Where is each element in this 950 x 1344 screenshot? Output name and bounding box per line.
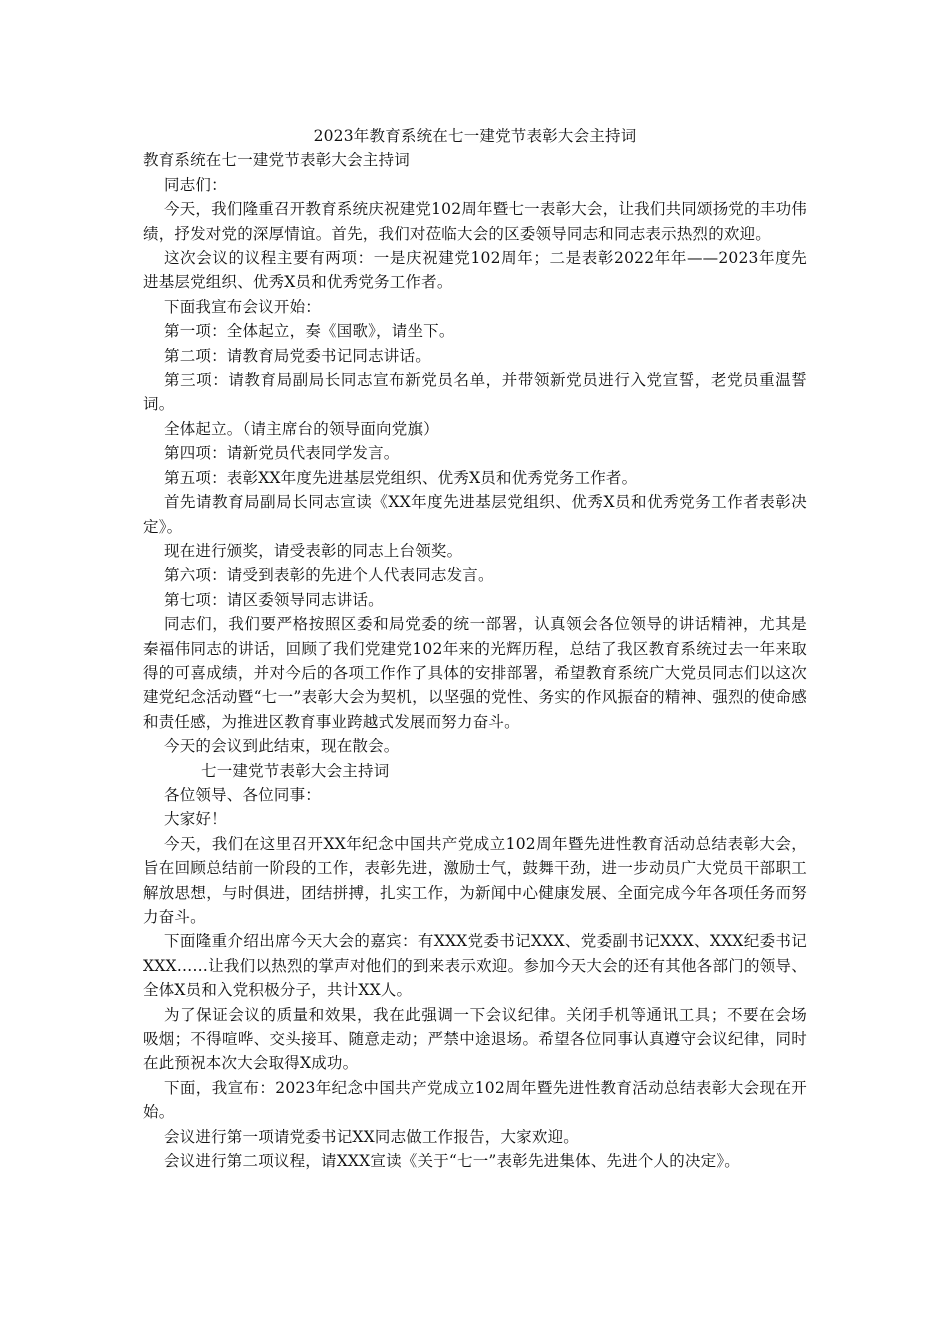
paragraph: 第二项：请教育局党委书记同志讲话。 (164, 346, 431, 365)
paragraph: 各位领导、各位同事： (164, 785, 322, 804)
paragraph-list (143, 148, 807, 1173)
paragraph: 会议进行第二项议程，请XXX宣读《关于“七一”表彰先进集体、先进个人的决定》。 (164, 1152, 741, 1171)
paragraph: 下面隆重介绍出席今天大会的嘉宾：有XXX党委书记XXX、党委副书记XXX、XXX纪委书记XXX……让我们以热烈的掌声对他们的到来表示欢迎。参加今天大会的还有其他各部门的领导、全体X员和入党积极分子，共计XX人。 (143, 932, 807, 1000)
paragraph: 下面，我宣布：2023年纪念中国共产党成立102周年暨先进性教育活动总结表彰大会现在开始。 (143, 1078, 807, 1122)
paragraph: 下面我宣布会议开始： (164, 297, 322, 316)
paragraph: 教育系统在七一建党节表彰大会主持词 (143, 151, 410, 170)
paragraph: 七一建党节表彰大会主持词 (201, 761, 390, 780)
document-body (143, 124, 807, 1173)
paragraph: 今天，我们隆重召开教育系统庆祝建党102周年暨七一表彰大会，让我们共同颂扬党的丰功伟绩，抒发对党的深厚情谊。首先，我们对莅临大会的区委领导同志和同志表示热烈的欢迎。 (143, 200, 807, 243)
paragraph: 今天的会议到此结束，现在散会。 (164, 737, 400, 756)
paragraph: 第五项：表彰XX年度先进基层党组织、优秀X员和优秀党务工作者。 (164, 468, 638, 487)
paragraph: 同志们，我们要严格按照区委和局党委的统一部署，认真领会各位领导的讲话精神，尤其是秦福伟同志的讲话，回顾了我们党建党102年来的光辉历程，总结了我区教育系统过去一年来取得的可喜成绩，并对今后的各项工作作了具体的安排部署，希望教育系统广大党员同志们以这次建党纪念活动暨“七一”表彰大会为契机，以坚强的党性、务实的作风振奋的精神、强烈的使命感和责任感，为推进区教育事业跨越式发展而努力奋斗。 (143, 615, 807, 731)
paragraph: 第一项：全体起立，奏《国歌》，请坐下。 (164, 322, 455, 341)
paragraph: 第六项：请受到表彰的先进个人代表同志发言。 (164, 566, 494, 585)
paragraph: 同志们： (164, 175, 227, 194)
paragraph: 这次会议的议程主要有两项：一是庆祝建党102周年；二是表彰2022年年——2023年度先进基层党组织、优秀X员和优秀党务工作者。 (143, 249, 807, 292)
paragraph: 今天，我们在这里召开XX年纪念中国共产党成立102周年暨先进性教育活动总结表彰大会，旨在回顾总结前一阶段的工作，表彰先进，激励士气，鼓舞干劲，进一步动员广大党员干部职工解放思想，与时俱进，团结拼搏，扎实工作，为新闻中心健康发展、全面完成今年各项任务而努力奋斗。 (143, 834, 807, 926)
paragraph: 第七项：请区委领导同志讲话。 (164, 590, 384, 609)
paragraph: 大家好！ (164, 810, 227, 829)
paragraph: 全体起立。（请主席台的领导面向党旗） (164, 419, 439, 438)
paragraph: 首先请教育局副局长同志宣读《XX年度先进基层党组织、优秀X员和优秀党务工作者表彰决定》。 (143, 493, 807, 536)
paragraph: 会议进行第一项请党委书记XX同志做工作报告，大家欢迎。 (164, 1127, 579, 1146)
paragraph: 第三项：请教育局副局长同志宣布新党员名单，并带领新党员进行入党宣誓，老党员重温誓词。 (143, 371, 807, 414)
paragraph: 为了保证会议的质量和效果，我在此强调一下会议纪律。关闭手机等通讯工具；不要在会场吸烟；不得喧哗、交头接耳、随意走动；严禁中途退场。希望各位同事认真遵守会议纪律，同时在此预祝本次大会取得X成功。 (143, 1005, 807, 1073)
document-title: 2023年教育系统在七一建党节表彰大会主持词 (313, 127, 637, 145)
paragraph: 现在进行颁奖，请受表彰的同志上台领奖。 (164, 541, 463, 560)
paragraph: 第四项：请新党员代表同学发言。 (164, 444, 400, 463)
